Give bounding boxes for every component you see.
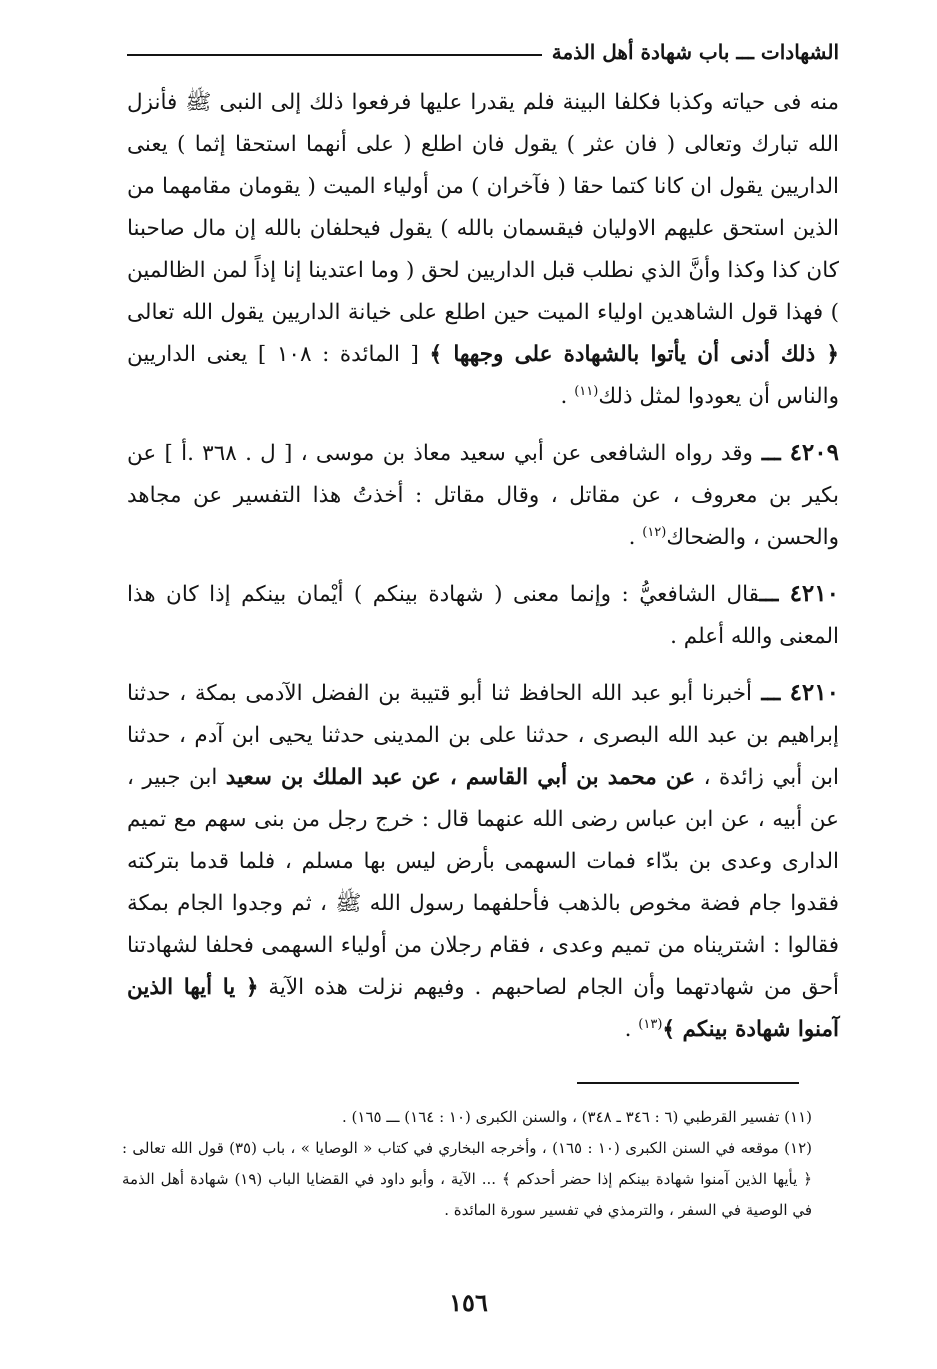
intro-end: . xyxy=(560,384,575,409)
hadith-4210-b-text-1: أخبرنا أبو عبد الله الحافظ ثنا أبو قتيبة بن الفضل الآدمى بمكة ، حدثنا إبراهيم بن عبد الله البصرى ، حدثنا على بن المدينى حدثنا يحيى ابن آدم ، حدثنا ابن أبي زائدة ، xyxy=(127,681,839,790)
hadith-number-4210-a: ٤٢١٠ xyxy=(789,580,839,607)
footnote-separator xyxy=(577,1082,799,1084)
hadith-4210-a-text: قال الشافعيُّ : وإنما معنى ( شهادة بينكم ) أيْمان بينكم إذا كان هذا المعنى والله أعلم . xyxy=(127,582,839,649)
hadith-4209-end: . xyxy=(628,525,643,550)
footnote-ref-13: (١٣) xyxy=(638,1016,663,1032)
hadith-4210-b xyxy=(127,672,839,1051)
footnote-ref-11: (١١) xyxy=(574,383,599,399)
footnotes xyxy=(122,1102,812,1226)
intro-text-2: [ المائدة : ١٠٨ ] يعنى الداريين والناس أن يعودوا لمثل ذلك xyxy=(127,342,839,409)
footnote-11: (١١) تفسير القرطبي (٦ : ٣٤٦ ـ ٣٤٨) ، والسنن الكبرى (١٠ : ١٦٤) ـــ ١٦٥) . xyxy=(342,1108,812,1126)
header-title: الشهادات ـــ باب شهادة أهل الذمة xyxy=(551,40,839,64)
running-header xyxy=(127,40,839,64)
intro-paragraph xyxy=(127,82,839,418)
quran-quote-1: ﴿ ذلك أدنى أن يأتوا بالشهادة على وجهها ﴾ xyxy=(429,342,839,367)
header-rule xyxy=(127,54,542,56)
hadith-number-4210-b: ٤٢١٠ xyxy=(789,679,839,706)
footnote-ref-12: (١٢) xyxy=(642,524,667,540)
isnad-bold: عن محمد بن أبي القاسم ، عن عبد الملك بن سعيد xyxy=(225,765,696,790)
main-text xyxy=(127,82,839,1065)
hadith-number-4209: ٤٢٠٩ xyxy=(789,439,839,466)
intro-text-1: منه فى حياته وكذبا فكلفا البينة فلم يقدرا عليها فرفعوا ذلك إلى النبى ﷺ فأنزل الله تبارك وتعالى ( فان عثر ) يقول فان اطلع ( على أنهما استحقا إثما ) يعنى الداريين يقول ان كانا كتما حقا ( فآخران ) من أولياء الميت ( يقومان مقامهما من الذين استحق عليهم الاوليان فيقسمان بالله ) يقول فيحلفان بالله إن مال صاحبنا كان كذا وكذا وأنَّ الذي نطلب قبل الداريين لحق ( وما اعتدينا إنا إذاً لمن الظالمين ) فهذا قول الشاهدين اولياء الميت حين اطلع على خيانة الداريين يقول الله تعالى xyxy=(127,90,839,325)
hadith-4210-a xyxy=(127,573,839,658)
page-number: ١٥٦ xyxy=(449,1288,488,1317)
hadith-dash: ـــ xyxy=(752,441,790,466)
hadith-4210-b-end: . xyxy=(624,1017,639,1042)
quran-quote-2: ﴿ يا أيها الذين آمنوا شهادة بينكم ﴾ xyxy=(127,975,839,1042)
hadith-4209 xyxy=(127,432,839,559)
hadith-4210-b-text-2: ابن جبير ، عن أبيه ، عن ابن عباس رضى الله عنهما قال : خرج رجل من بنى سهم مع تميم الدارى وعدى بن بدّاء فمات السهمى بأرض ليس بها مسلم ، فلما قدما بتركته فقدوا جام فضة مخوص بالذهب فأحلفهما رسول الله ﷺ ، ثم وجدوا الجام بمكة فقالوا : اشتريناه من تميم وعدى ، فقام رجلان من أولياء السهمى فحلفا لشهادتنا أحق من شهادتهما وأن الجام لصاحبهم . وفيهم نزلت هذه الآية xyxy=(127,765,839,1000)
hadith-dash: ـــ xyxy=(759,582,790,607)
footnote-12: (١٢) موقعه في السنن الكبرى (١٠ : ١٦٥) ، وأخرجه البخاري في كتاب « الوصايا » ، باب (٣٥) قول الله تعالى : ﴿ يأيها الذين آمنوا شهادة بينكم إذا حضر أحدكم ﴾ ... الآية ، وأبو داود في القضايا الباب (١٩) شهادة أهل الذمة في الوصية في السفر ، والترمذي في تفسير سورة المائدة . xyxy=(122,1139,812,1219)
hadith-4209-text: وقد رواه الشافعى عن أبي سعيد معاذ بن موسى ، [ ل . ٣٦٨ .أ ] عن بكير بن معروف ، عن مقاتل ، وقال مقاتل : أخذتُ هذا التفسير عن مجاهد والحسن ، والضحاك xyxy=(127,441,839,550)
hadith-dash: ـــ xyxy=(752,681,790,706)
